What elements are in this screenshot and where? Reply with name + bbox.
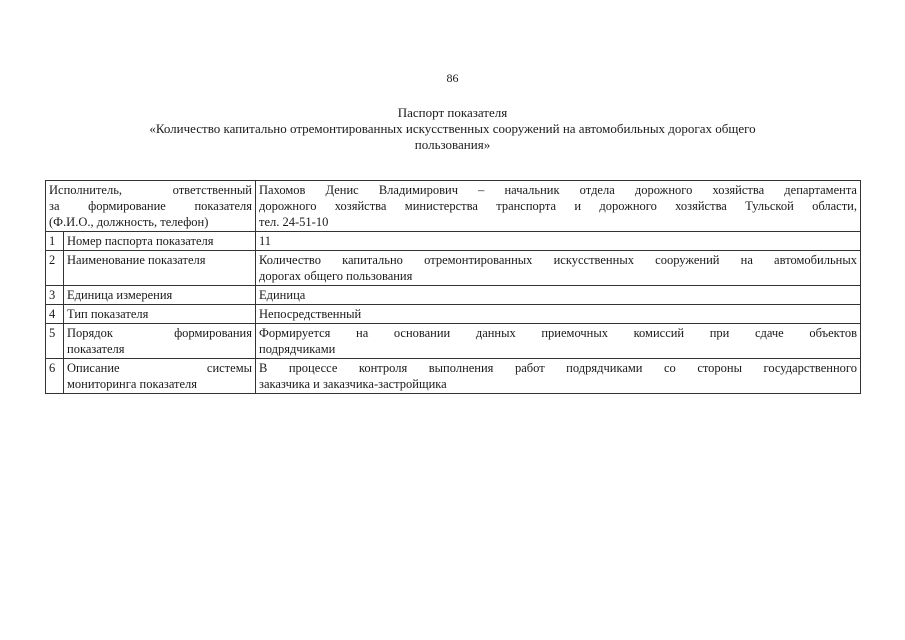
row-value: [256, 286, 861, 305]
row-label: [64, 251, 256, 286]
row-value-line-1: Количество капитально отремонтированных искусственных сооружений на автомобильных: [259, 253, 857, 267]
table-row: [46, 305, 861, 324]
table-row-responsible: [46, 181, 861, 232]
responsible-value-line-3: тел. 24-51-10: [259, 215, 329, 229]
row-label-line-1: Порядок формирования: [67, 326, 252, 340]
table-row: [46, 232, 861, 251]
row-value: [256, 232, 861, 251]
row-label-line-2: показателя: [67, 342, 125, 356]
row-value-line-2: заказчика и заказчика-застройщика: [259, 377, 447, 391]
page-number: 86: [446, 71, 459, 85]
row-number: 4: [46, 305, 64, 324]
row-label-line-1: Описание системы: [67, 361, 252, 375]
title-line-3: пользования»: [414, 137, 491, 152]
row-label-line-1: Тип показателя: [67, 307, 149, 321]
row-value-line-2: подрядчиками: [259, 342, 336, 356]
table-row: [46, 359, 861, 394]
responsible-value-cell: [256, 181, 861, 232]
row-value-line-2: дорогах общего пользования: [259, 269, 413, 283]
row-label-line-1: Наименование показателя: [67, 253, 206, 267]
document-title: [60, 105, 845, 153]
responsible-label-line-3: (Ф.И.О., должность, телефон): [49, 215, 209, 229]
row-label: [64, 286, 256, 305]
row-number: 2: [46, 251, 64, 286]
row-value: [256, 305, 861, 324]
row-number: 6: [46, 359, 64, 394]
row-label-line-1: Номер паспорта показателя: [67, 234, 214, 248]
title-line-1: Паспорт показателя: [397, 105, 508, 120]
row-number: 3: [46, 286, 64, 305]
responsible-label-cell: [46, 181, 256, 232]
row-value-line-1: Непосредственный: [259, 307, 362, 321]
responsible-label-line-1: Исполнитель, ответственный: [49, 183, 252, 197]
row-label: [64, 359, 256, 394]
row-label: [64, 305, 256, 324]
row-value: [256, 359, 861, 394]
row-value: [256, 324, 861, 359]
row-label: [64, 232, 256, 251]
row-value-line-1: Формируется на основании данных приемочных комиссий при сдаче объектов: [259, 326, 857, 340]
indicator-passport-table: [45, 180, 861, 394]
title-line-2: «Количество капитально отремонтированных искусственных сооружений на автомобильных дорогах общего: [149, 121, 756, 136]
responsible-value-line-1: Пахомов Денис Владимирович – начальник отдела дорожного хозяйства департамента: [259, 183, 857, 197]
table-row: [46, 286, 861, 305]
table-row: [46, 324, 861, 359]
row-label-line-2: мониторинга показателя: [67, 377, 198, 391]
row-number: 5: [46, 324, 64, 359]
row-label-line-1: Единица измерения: [67, 288, 173, 302]
responsible-value-line-2: дорожного хозяйства министерства транспорта и дорожного хозяйства Тульской области,: [259, 199, 857, 213]
row-number: 1: [46, 232, 64, 251]
row-label: [64, 324, 256, 359]
row-value-line-1: Единица: [259, 288, 306, 302]
row-value: [256, 251, 861, 286]
row-value-line-1: В процессе контроля выполнения работ подрядчиками со стороны государственного: [259, 361, 857, 375]
row-value-line-1: 11: [259, 234, 272, 248]
responsible-label-line-2: за формирование показателя: [49, 199, 252, 213]
table-row: [46, 251, 861, 286]
